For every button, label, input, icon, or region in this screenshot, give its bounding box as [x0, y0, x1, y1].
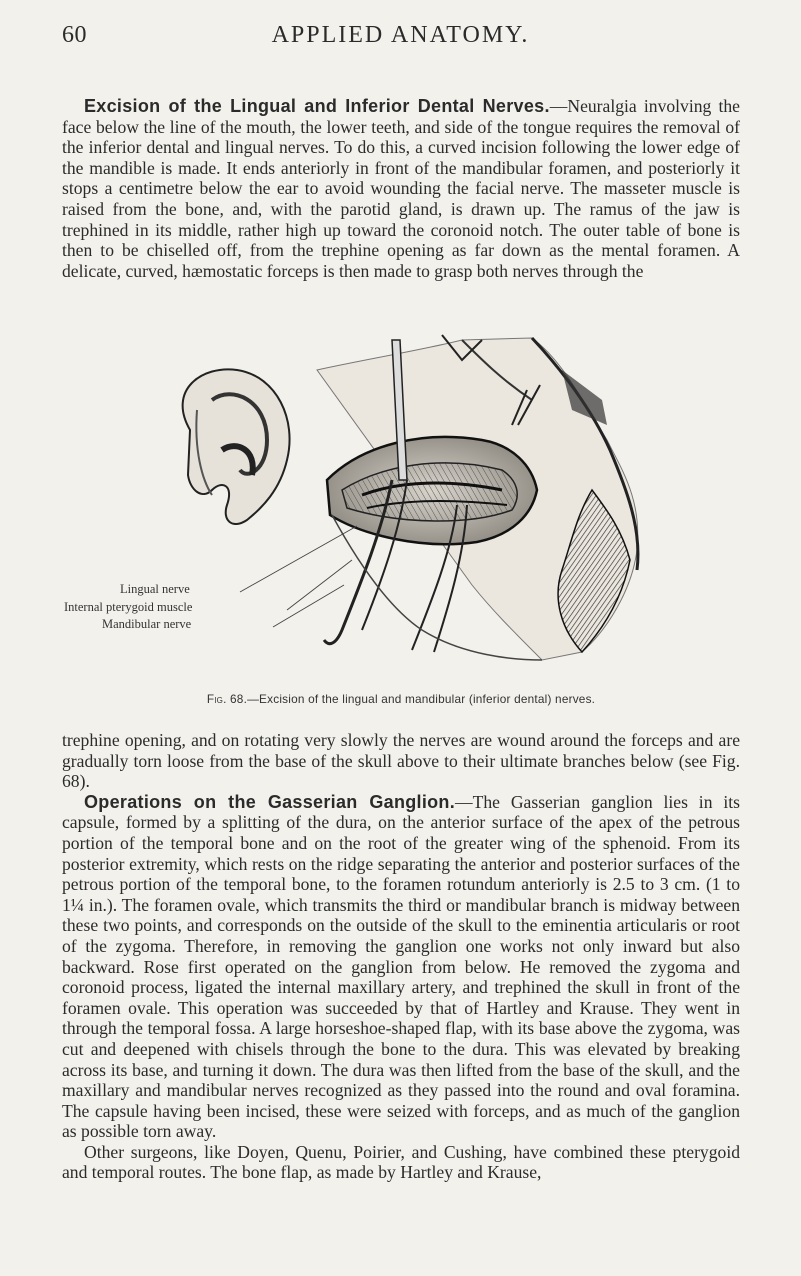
figure-68	[62, 330, 740, 678]
section-heading: Operations on the Gasserian Ganglion.	[84, 791, 456, 812]
label-lingual-nerve: Lingual nerve	[120, 582, 190, 596]
paragraph: Other surgeons, like Doyen, Quenu, Poirier, and Cushing, have combined these pterygoid and temporal routes. The bone flap, as made by Hartley and Krause,	[62, 1141, 740, 1183]
page-header	[62, 22, 739, 62]
label-mandibular-nerve: Mandibular nerve	[102, 617, 192, 631]
continued-paragraph: trephine opening, and on rotating very slowly the nerves are wound around the forceps and are gradually torn loose from the base of the skull above to their ultimate branches below (see Fig. 68).	[62, 730, 740, 792]
paragraph	[62, 792, 740, 1142]
section-heading: Excision of the Lingual and Inferior Dental Nerves.	[84, 96, 550, 116]
figure-caption	[62, 692, 740, 706]
ear-drawing	[183, 369, 290, 524]
running-head: APPLIED ANATOMY.	[271, 22, 530, 48]
figure-number: Fig. 68.	[206, 692, 248, 706]
section-lingual-nerves	[62, 96, 740, 281]
caption-text: —Excision of the lingual and mandibular (inferior dental) nerves.	[247, 692, 596, 706]
paragraph-text: —The Gasserian ganglion lies in its capsule, formed by a splitting of the dura, on the anterior surface of the apex of the petrous portion of the temporal bone and on the root of the greater wing of the sphenoid. From its posterior extremity, which rests on the ridge separating the anterior and posterior surfaces of the petrous portion of the temporal bone, to the foramen rotundum anteriorly is 2.5 to 3 cm. (1 to 1¼ in.). The foramen ovale, which transmits the third or mandibular branch is midway between these two points, and corresponds on the outside of the skull to the eminentia articularis or root of the zygoma. Therefore, in removing the ganglion one works not only inward but also backward. Rose first operated on the ganglion from below. He removed the zygoma and coronoid process, ligated the internal maxillary artery, and trephined the skull in front of the foramen ovale. This operation was succeeded by that of Hartley and Krause. They went in through the temporal fossa. A large horseshoe-shaped flap, with its base above the zygoma, was cut and deepened with chisels through the bone to the dura. This was elevated by breaking across its base, and turning it down. The dura was then lifted from the base of the skull, and the maxillary and mandibular nerves recognized as they passed into the round and oval foramina. The capsule having been incised, these were seized with forceps, and as much of the ganglion as possible torn away.	[62, 791, 740, 1142]
label-leader-lines	[240, 526, 357, 627]
label-internal-pterygoid-muscle: Internal pterygoid muscle	[64, 600, 193, 614]
page-number: 60	[62, 22, 87, 48]
paragraph-text: —Neuralgia involving the face below the line of the mouth, the lower teeth, and side of the tongue requires the removal of the inferior dental and lingual nerves. To do this, a curved incision following the lower edge of the mandible is made. It ends anteriorly in front of the mandibular foramen, and posteriorly it stops a centimetre below the ear to avoid wounding the facial nerve. The masseter muscle is raised from the bone, and, with the parotid gland, is drawn up. The ramus of the jaw is trephined in its middle, rather high up toward the coronoid notch. The outer table of bone is then to be chiselled off, from the trephine opening as far down as the mental foramen. A delicate, curved, hæmostatic forceps is then made to grasp both nerves through the	[62, 96, 740, 281]
paragraph	[62, 96, 740, 281]
section-gasserian-ganglion	[62, 730, 740, 1183]
